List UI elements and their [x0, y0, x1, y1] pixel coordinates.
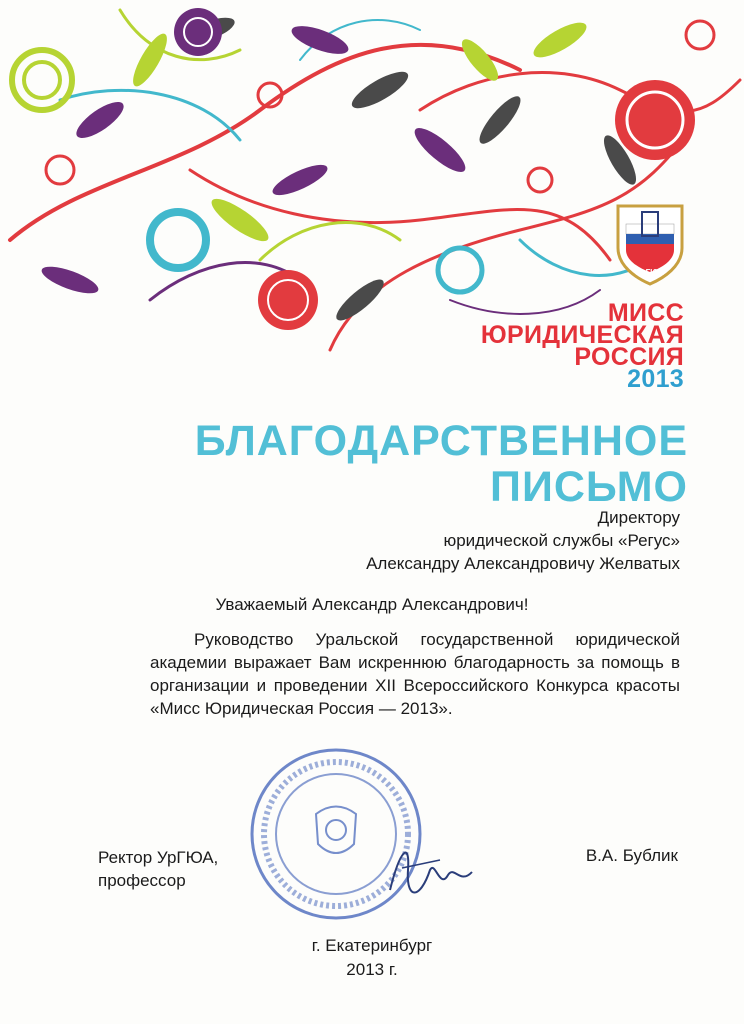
emblem-label: УрГЮА: [636, 268, 664, 277]
addressee-line-1: Директору: [597, 508, 680, 527]
title-line-2: ПИСЬМО: [490, 463, 688, 511]
letter-body: Руководство Уральской государственной юридической академии выражает Вам искреннюю благодарность за помощь в организации и проведении XII Всероссийского Конкурса красоты «Мисс Юридическая Россия — 2013».: [150, 630, 680, 718]
addressee-line-2: юридической службы «Регус»: [443, 531, 680, 550]
signatory-position: [98, 846, 218, 892]
contest-line-2: ЮРИДИЧЕСКАЯ: [480, 321, 684, 349]
contest-year: 2013: [627, 365, 684, 393]
contest-logo-text: [480, 299, 684, 393]
place-and-date: [0, 934, 744, 982]
addressee-block: [366, 506, 680, 575]
city: г. Екатеринбург: [311, 936, 433, 955]
signatory-position-line-2: профессор: [98, 871, 186, 890]
contest-line-3: РОССИЯ: [574, 343, 684, 371]
contest-line-1: МИСС: [607, 299, 684, 327]
signatory-name: В.А. Бублик: [585, 846, 678, 865]
title-line-1: БЛАГОДАРСТВЕННОЕ: [194, 417, 688, 465]
document-title: [195, 418, 688, 510]
handwritten-signature-icon: [380, 830, 480, 910]
signatory-position-line-1: Ректор УрГЮА,: [98, 848, 219, 867]
date-year: 2013 г.: [346, 960, 398, 979]
addressee-line-3: Александру Александровичу Желватых: [366, 554, 680, 573]
salutation: Уважаемый Александр Александрович!: [215, 595, 529, 614]
